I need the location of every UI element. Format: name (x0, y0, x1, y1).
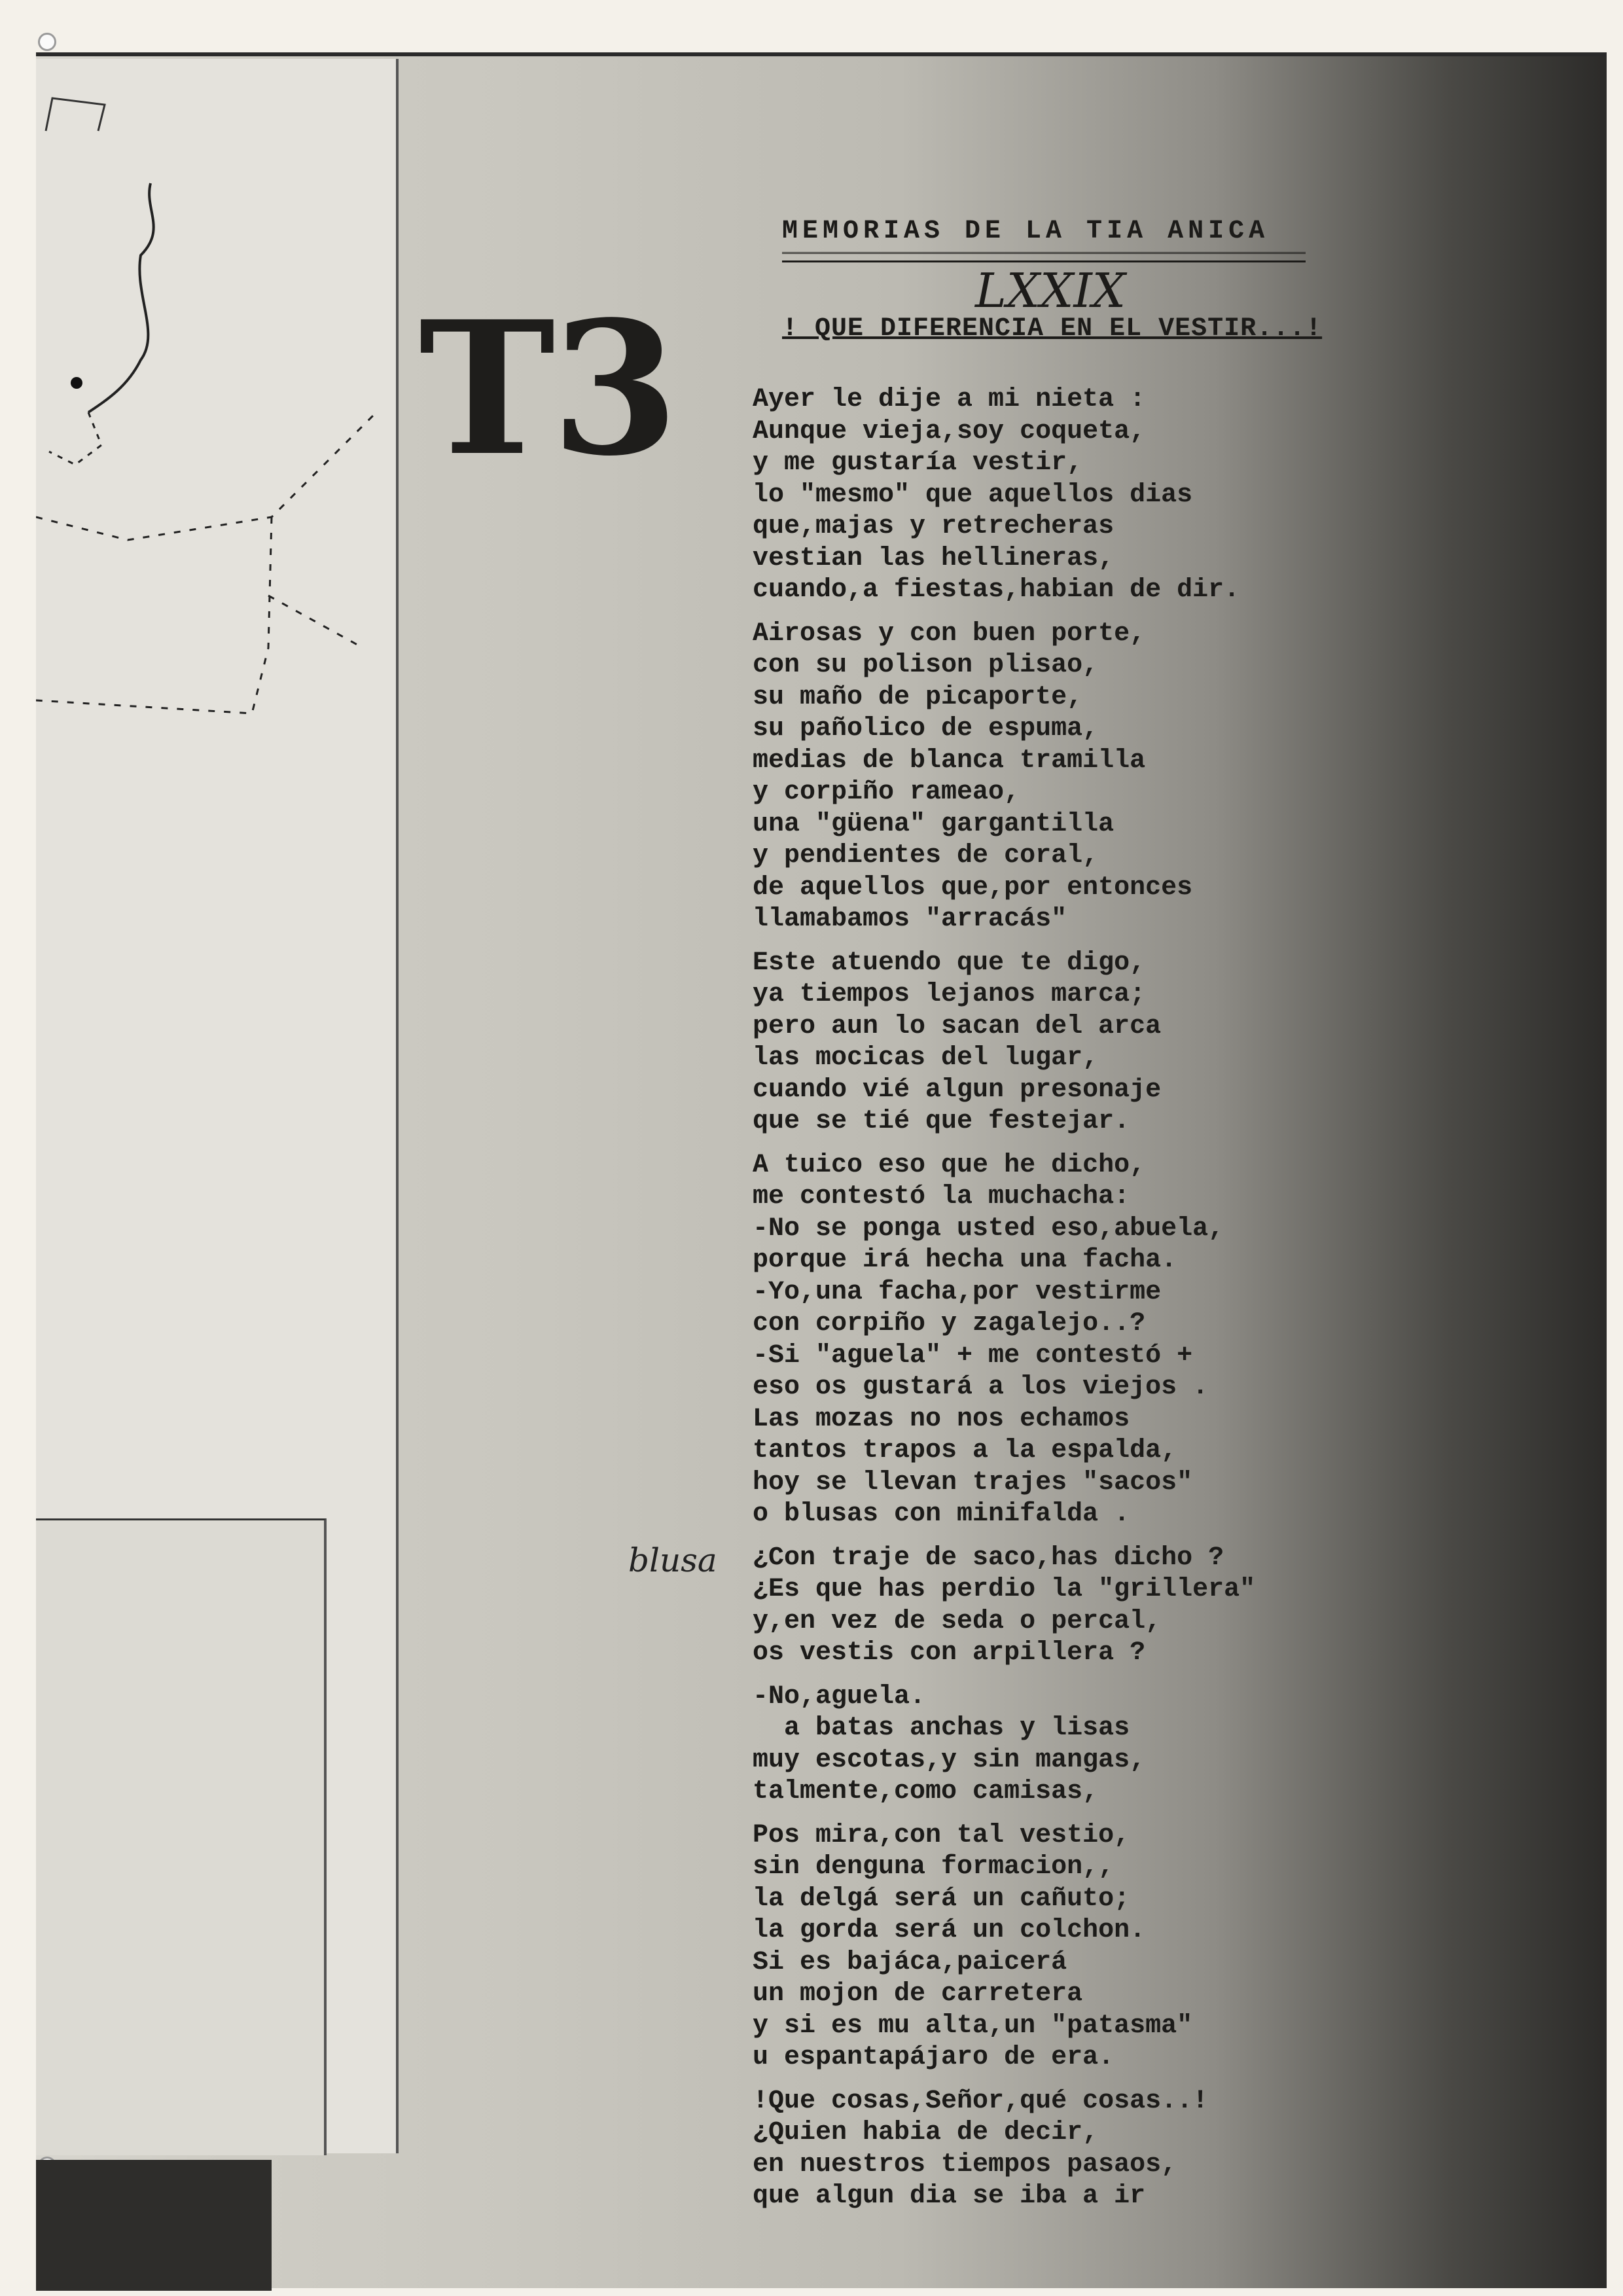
poem-line: Este atuendo que te digo, (753, 948, 1146, 978)
map-route-drawing (36, 59, 402, 779)
poem-line: ¿Quien habia de decir, (753, 2118, 1099, 2147)
poem-line: y corpiño rameao, (753, 778, 1020, 807)
poem-line: de aquellos que,por entonces (753, 872, 1193, 903)
poem-document (753, 216, 1446, 2213)
poem-line: -No,aguela. (753, 1681, 926, 1712)
poem-line: vestian las hellineras, (753, 543, 1115, 573)
stamp-label: T3 (419, 281, 675, 497)
poem-line: la delgá será un cañuto; (753, 1884, 1130, 1914)
route-cross-line-2 (36, 517, 272, 713)
poem-line: ya tiempos lejanos marca; (753, 980, 1146, 1009)
poem-line: me contestó la muchacha: (753, 1182, 1130, 1211)
poem-line: A tuico eso que he dicho, (753, 1150, 1146, 1180)
stanza (753, 1820, 1446, 2074)
poem-line: con su polison plisao, (753, 651, 1099, 680)
poem-line: talmente,como camisas, (753, 1777, 1099, 1806)
poem-line: Las mozas no nos echamos (753, 1404, 1130, 1434)
poem-line: !Que cosas,Señor,qué cosas..! (753, 2086, 1209, 2116)
stanza (753, 1150, 1446, 1531)
poem-line: o blusas con minifalda . (753, 1499, 1130, 1529)
stanza (753, 2086, 1446, 2213)
poem-line: y pendientes de coral, (753, 841, 1099, 870)
poem-line: en nuestros tiempos pasaos, (753, 2149, 1177, 2179)
poem-body (753, 384, 1446, 2213)
poem-line: Si es bajáca,paicerá (753, 1947, 1067, 1977)
poem-line: su pañolico de espuma, (753, 714, 1099, 744)
border-dotted (49, 412, 101, 465)
poem-line: cuando vié algun presonaje (753, 1075, 1162, 1105)
document-subtitle: ! QUE DIFERENCIA EN EL VESTIR...! (782, 314, 1323, 344)
stanza (753, 948, 1446, 1138)
poem-line: la gorda será un colchon. (753, 1916, 1146, 1945)
river-line (88, 183, 154, 412)
poem-line: ¿Es que has perdio la "grillera" (753, 1575, 1256, 1604)
poem-line: tantos trapos a la espalda, (753, 1436, 1177, 1465)
poem-line: que se tié que festejar. (753, 1107, 1130, 1136)
poem-line: -Si "aguela" + me contestó + (753, 1340, 1193, 1371)
poem-line: Airosas y con buen porte, (753, 619, 1146, 649)
poem-line: muy escotas,y sin mangas, (753, 1745, 1146, 1775)
stanza (753, 1681, 1446, 1808)
poem-line: y si es mu alta,un "patasma" (753, 2011, 1193, 2041)
poem-line: u espantapájaro de era. (753, 2043, 1115, 2072)
poem-line: porque irá hecha una facha. (753, 1246, 1177, 1275)
poem-line: Pos mira,con tal vestio, (753, 1820, 1130, 1850)
poem-line: las mocicas del lugar, (753, 1043, 1099, 1073)
location-dot (71, 377, 82, 389)
dark-edge-strip (36, 2160, 272, 2291)
poem-line: una "güena" gargantilla (753, 809, 1115, 839)
poem-line: Aunque vieja,soy coqueta, (753, 416, 1146, 446)
handwritten-roman-numeral: LXXIX (975, 262, 1126, 318)
poem-line: Ayer le dije a mi nieta : (753, 385, 1146, 414)
poem-line: un mojon de carretera (753, 1979, 1083, 2009)
spiral-hole (38, 33, 56, 51)
poem-line: medias de blanca tramilla (753, 745, 1146, 776)
poem-line: eso os gustará a los viejos . (753, 1372, 1209, 1402)
document-title: MEMORIAS DE LA TIA ANICA (782, 217, 1270, 246)
poem-line: -Yo,una facha,por vestirme (753, 1277, 1162, 1307)
poem-line: sin denguna formacion,, (753, 1852, 1115, 1882)
poem-line: y,en vez de seda o percal, (753, 1606, 1162, 1636)
stanza (753, 1543, 1446, 1670)
route-cross-line-3 (268, 596, 363, 648)
poem-line: llamabamos "arracás" (753, 905, 1067, 934)
poem-line: ¿Con traje de saco,has dicho ? (753, 1543, 1224, 1573)
poem-line: -No se ponga usted eso,abuela, (753, 1213, 1224, 1244)
poem-line: que,majas y retrecheras (753, 512, 1115, 541)
poem-line: con corpiño y zagalejo..? (753, 1309, 1146, 1338)
route-cross-line (36, 412, 376, 540)
poem-line: y me gustaría vestir, (753, 448, 1083, 478)
torn-corner-mark (39, 92, 111, 137)
poem-line: cuando,a fiestas,habian de dir. (753, 575, 1240, 605)
poem-line: su maño de picaporte, (753, 682, 1083, 712)
poem-line: a batas anchas y lisas (753, 1713, 1130, 1743)
poem-line: lo "mesmo" que aquellos dias (753, 480, 1193, 510)
stanza (753, 384, 1446, 607)
poem-line: que algun dia se iba a ir (753, 2181, 1146, 2211)
poem-line: os vestis con arpillera ? (753, 1638, 1146, 1668)
poem-line: hoy se llevan trajes "sacos" (753, 1467, 1193, 1498)
title-underline (782, 252, 1306, 262)
handwritten-margin-note: blusa (628, 1541, 717, 1579)
folded-panel-lower (36, 1518, 327, 2155)
poem-line: pero aun lo sacan del arca (753, 1011, 1162, 1041)
stanza (753, 619, 1446, 936)
